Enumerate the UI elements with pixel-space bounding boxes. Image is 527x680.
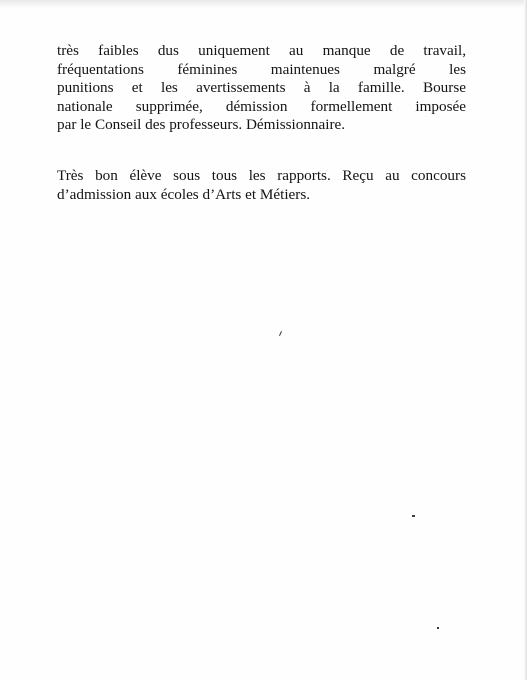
text-line: très faibles dus uniquement au manque de travail, — [57, 42, 466, 59]
paragraph-2 — [57, 167, 466, 204]
scan-speck — [412, 515, 415, 517]
scan-speck — [437, 627, 439, 629]
text-line: Très bon élève sous tous les rapports. Reçu au concours — [57, 167, 466, 184]
text-line: fréquentations féminines maintenues malgré les — [57, 60, 466, 78]
text-line: par le Conseil des professeurs. Démissionnaire. — [57, 116, 346, 133]
paragraph-1 — [57, 42, 466, 135]
scan-speck — [279, 331, 282, 336]
text-line: punitions et les avertissements à la famille. Bourse — [57, 79, 466, 96]
text-line: nationale supprimée, démission formellement imposée — [57, 97, 466, 115]
text-line: d’admission aux écoles d’Arts et Métiers. — [57, 185, 311, 203]
scan-edge — [0, 0, 527, 8]
